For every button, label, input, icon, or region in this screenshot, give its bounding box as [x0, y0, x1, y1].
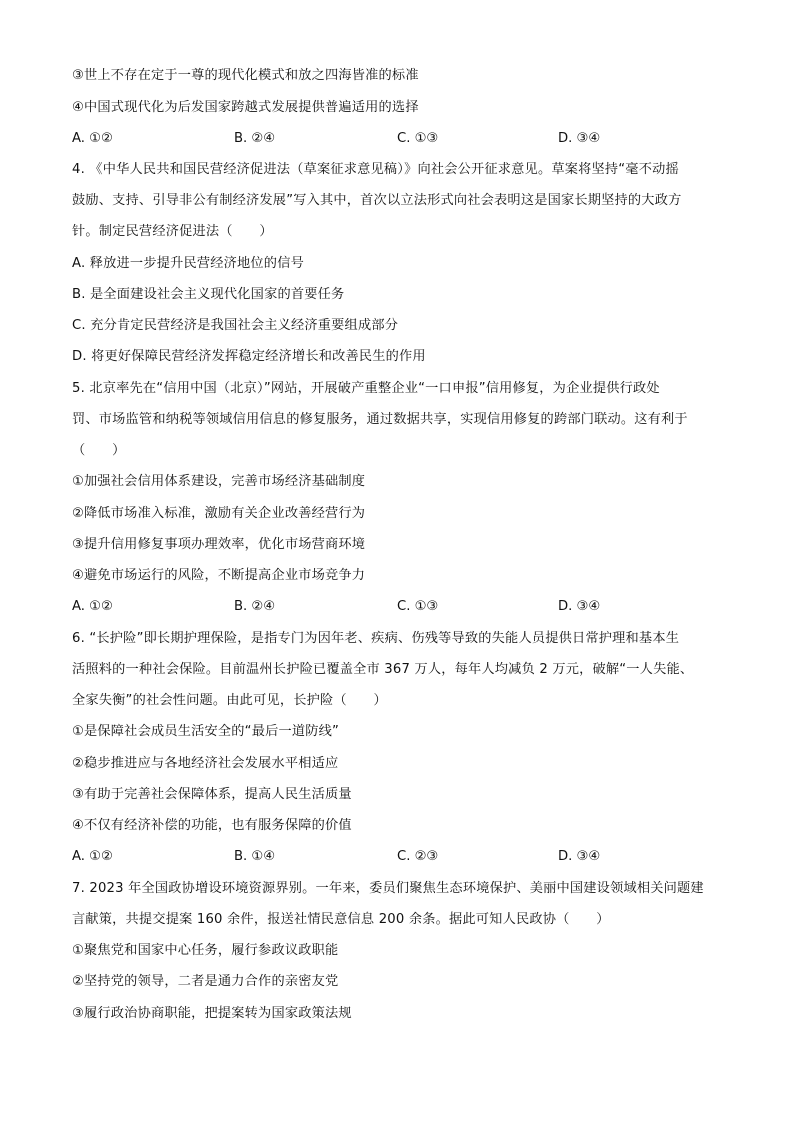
q6-stem-line-2: 活照料的一种社会保险。目前温州长护险已覆盖全市 367 万人，每年人均减负 2 万元，破解“一人失能、 — [72, 662, 694, 677]
q6-option-d[interactable]: D. ③④ — [558, 849, 601, 864]
q5-statement-2: ②降低市场准入标准，激励有关企业改善经营行为 — [72, 506, 366, 521]
q7-statement-1: ①聚焦党和国家中心任务，履行参政议政职能 — [72, 943, 339, 958]
q6-option-b[interactable]: B. ①④ — [234, 849, 276, 864]
q6-stem-line-3: 全家失衡”的社会性问题。由此可见，长护险（ ） — [72, 693, 387, 708]
q7-statement-3: ③履行政治协商职能，把提案转为国家政策法规 — [72, 1006, 352, 1021]
q4-choice-a[interactable]: A. 释放进一步提升民营经济地位的信号 — [72, 256, 304, 271]
q4-stem-line-1: 4. 《中华人民共和国民营经济促进法（草案征求意见稿）》向社会公开征求意见。草案将坚持“毫不动摇 — [72, 162, 679, 177]
q6-option-a[interactable]: A. ①② — [72, 849, 113, 864]
q6-statement-2: ②稳步推进应与各地经济社会发展水平相适应 — [72, 756, 339, 771]
q5-option-a[interactable]: A. ①② — [72, 599, 113, 614]
q7-statement-2: ②坚持党的领导，二者是通力合作的亲密友党 — [72, 974, 339, 989]
q7-stem-line-2: 言献策，共提交提案 160 余件，报送社情民意信息 200 余条。据此可知人民政协（ ） — [72, 912, 610, 927]
q4-choice-b[interactable]: B. 是全面建设社会主义现代化国家的首要任务 — [72, 287, 345, 302]
q5-stem-line-1: 5. 北京率先在“信用中国（北京）”网站，开展破产重整企业“一口申报”信用修复，为企业提供行政处 — [72, 381, 660, 396]
q4-stem-line-3: 针。制定民营经济促进法（ ） — [72, 224, 273, 239]
q3-option-d[interactable]: D. ③④ — [558, 131, 601, 146]
q3-statement-3: ③世上不存在定于一尊的现代化模式和放之四海皆准的标准 — [72, 68, 419, 83]
q5-option-c[interactable]: C. ①③ — [397, 599, 439, 614]
q5-statement-3: ③提升信用修复事项办理效率，优化市场营商环境 — [72, 537, 366, 552]
q5-statement-4: ④避免市场运行的风险，不断提高企业市场竞争力 — [72, 568, 366, 583]
q5-option-d[interactable]: D. ③④ — [558, 599, 601, 614]
q5-stem-line-2: 罚、市场监管和纳税等领域信用信息的修复服务，通过数据共享，实现信用修复的跨部门联动。这有利于 — [72, 412, 688, 427]
q6-option-c[interactable]: C. ②③ — [397, 849, 439, 864]
q4-choice-c[interactable]: C. 充分肯定民营经济是我国社会主义经济重要组成部分 — [72, 318, 399, 333]
q4-choice-d[interactable]: D. 将更好保障民营经济发挥稳定经济增长和改善民生的作用 — [72, 349, 426, 364]
q3-statement-4: ④中国式现代化为后发国家跨越式发展提供普遍适用的选择 — [72, 100, 419, 115]
q6-statement-4: ④不仅有经济补偿的功能，也有服务保障的价值 — [72, 818, 352, 833]
q3-option-c[interactable]: C. ①③ — [397, 131, 439, 146]
q7-stem-line-1: 7. 2023 年全国政协增设环境资源界别。一年来，委员们聚焦生态环境保护、美丽中国建设领域相关问题建 — [72, 881, 704, 896]
q6-statement-3: ③有助于完善社会保障体系，提高人民生活质量 — [72, 787, 352, 802]
q5-option-b[interactable]: B. ②④ — [234, 599, 276, 614]
q3-option-a[interactable]: A. ①② — [72, 131, 113, 146]
q4-stem-line-2: 鼓励、支持、引导非公有制经济发展”写入其中，首次以立法形式向社会表明这是国家长期坚持的大政方 — [72, 193, 682, 208]
q6-stem-line-1: 6. “长护险”即长期护理保险，是指专门为因年老、疾病、伤残等导致的失能人员提供日常护理和基本生 — [72, 631, 680, 646]
q5-stem-line-3: （ ） — [72, 443, 126, 458]
q5-statement-1: ①加强社会信用体系建设，完善市场经济基础制度 — [72, 474, 366, 489]
q6-statement-1: ①是保障社会成员生活安全的“最后一道防线” — [72, 724, 340, 739]
q3-option-b[interactable]: B. ②④ — [234, 131, 276, 146]
